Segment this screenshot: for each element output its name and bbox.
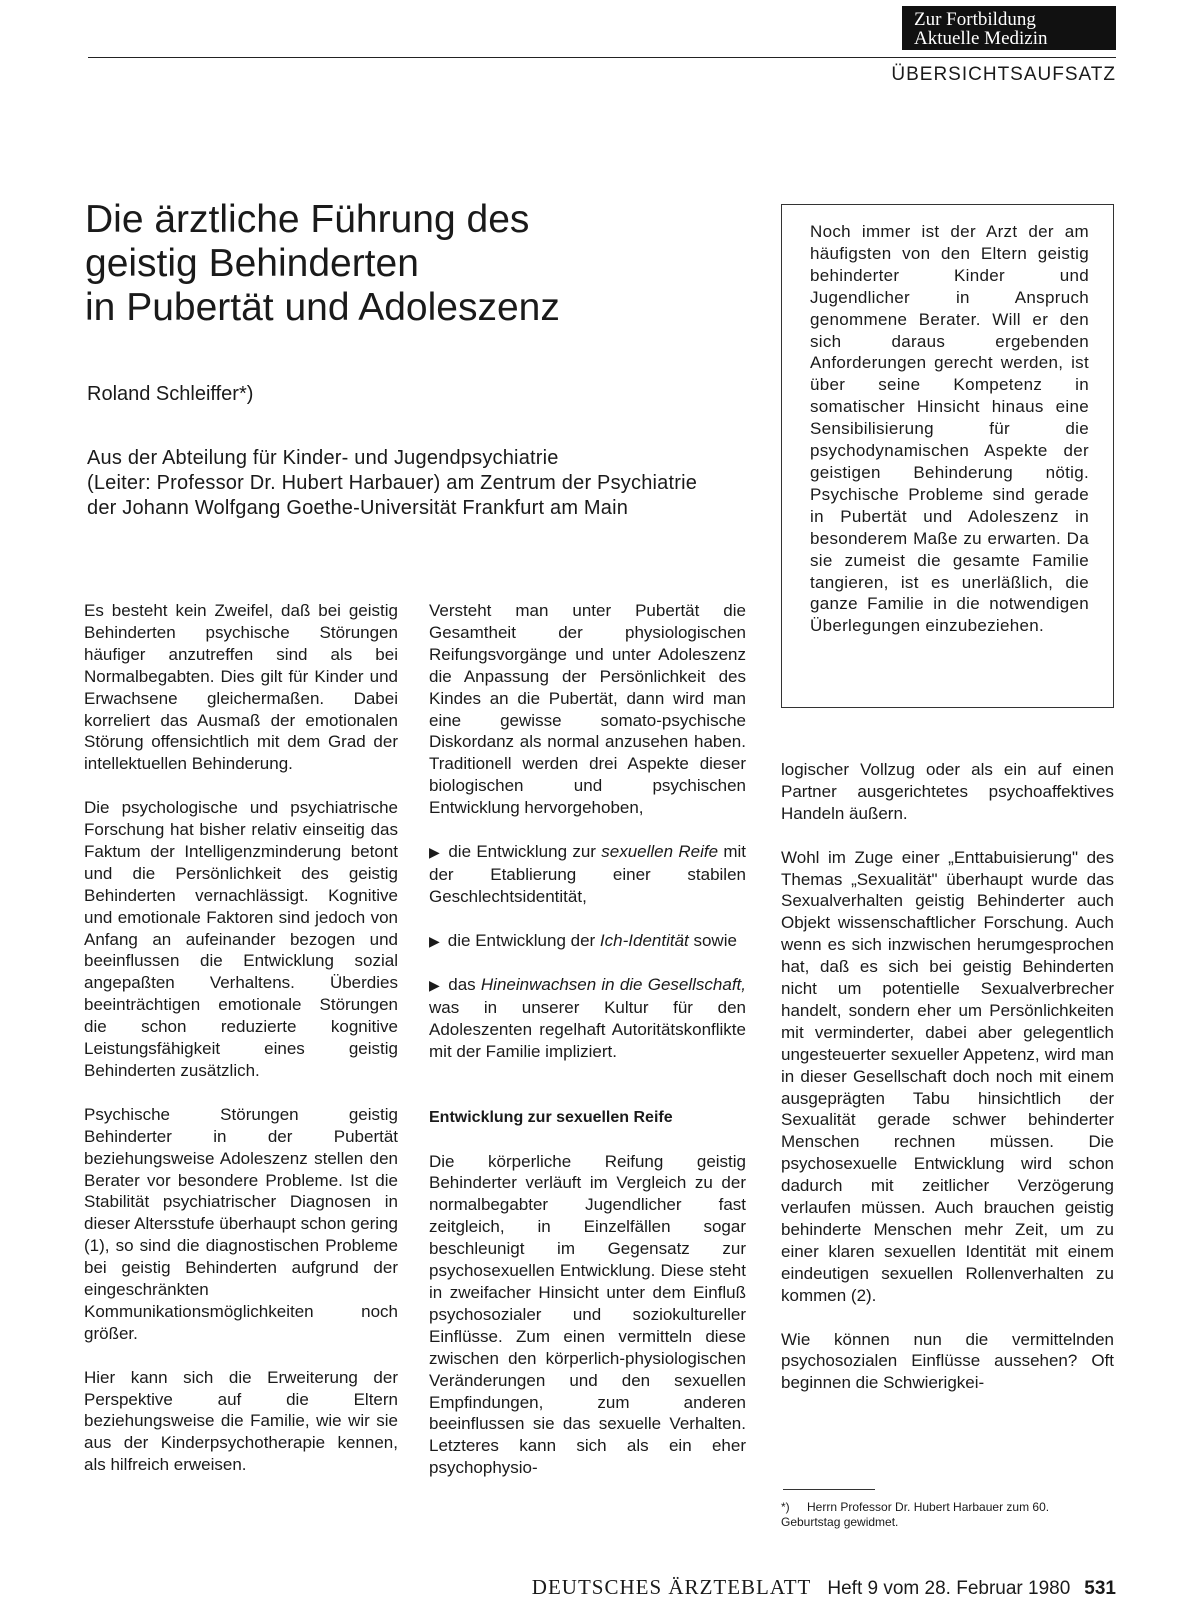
paragraph: logischer Vollzug oder als ein auf einen Partner ausgerichtetes psychoaffektives Handeln äußern. bbox=[781, 760, 1114, 823]
paragraph: Es besteht kein Zweifel, daß bei geistig Behinderten psychische Störungen häufiger anzutreffen sind als bei Normalbegabten. Dies gilt für Kinder und Erwachsene gleichermaßen. Dabei korreliert das Ausmaß der emotionalen Störung offensichtlich mit dem Grad der intellektuellen Behinderung. bbox=[84, 601, 398, 774]
paragraph: Hier kann sich die Erweiterung der Perspektive auf die Eltern beziehungsweise die Familie, wie wir sie aus der Kinderpsychotherapie kennen, als hilfreich erweisen. bbox=[84, 1367, 398, 1475]
column-3 bbox=[781, 759, 1114, 1394]
category-badge bbox=[902, 6, 1116, 50]
bullet-text: das bbox=[448, 975, 481, 995]
bullet-text: was in unserer Kultur für den Adoleszenten regelhaft Autoritätskonflikte mit der Familie impliziert. bbox=[429, 998, 746, 1062]
bullet-item bbox=[429, 930, 746, 953]
bullet-triangle-icon: ▶ bbox=[429, 977, 441, 994]
paragraph: Psychische Störungen geistig Behinderter in der Pubertät beziehungsweise Adoleszenz stellen den Berater vor besondere Probleme. Ist die Stabilität psychiatrischer Diagnosen in dieser Altersstufe überhaupt schon gering (1), so sind die diagnostischen Probleme bei geistig Behinderten aufgrund der eingeschränkten Kommunikationsmöglichkeiten noch größer. bbox=[84, 1104, 398, 1343]
title-line-3: in Pubertät und Adoleszenz bbox=[85, 286, 560, 329]
author-name: Roland Schleiffer*) bbox=[87, 383, 254, 405]
issue-info: Heft 9 vom 28. Februar 1980 bbox=[827, 1578, 1071, 1599]
affiliation-line-2: (Leiter: Professor Dr. Hubert Harbauer) am Zentrum der Psychiatrie bbox=[87, 472, 698, 494]
affiliation-line-1: Aus der Abteilung für Kinder- und Jugendpsychiatrie bbox=[87, 447, 559, 469]
bullet-triangle-icon: ▶ bbox=[429, 932, 440, 949]
article-title bbox=[85, 198, 560, 330]
section-label: ÜBERSICHTSAUFSATZ bbox=[891, 64, 1116, 85]
column-2 bbox=[429, 600, 746, 1479]
bullet-item bbox=[429, 841, 746, 908]
paragraph: Versteht man unter Pubertät die Gesamtheit der physiologischen Reifungsvorgänge und unter Adoleszenz die Anpassung der Persönlichkeit des Kindes an die Pubertät, dann wird man eine gewisse somato-psychische Diskordanz als normal anzusehen haben. Traditionell werden drei Aspekte dieser biologischen und psychischen Entwicklung hervorgehoben, bbox=[429, 601, 746, 818]
bullet-emphasis: Ich-Identität bbox=[599, 930, 689, 950]
page-footer bbox=[532, 1575, 1116, 1600]
paragraph: Die körperliche Reifung geistig Behinderter verläuft im Vergleich zu der normalbegabter Jugendlicher fast zeitgleich, in Einzelfällen sogar beschleunigt im Gegensatz zur psychosexuellen Entwicklung. Diese steht in zweifacher Hinsicht unter dem Einfluß psychosozialer und soziokultureller Einflüsse. Zum einen vermitteln diese zwischen den körperlich-physiologischen Veränderungen und den sexuellen Empfindungen, zum anderen beeinflussen sie das sexuelle Verhalten. Letzteres kann sich als ein eher psychophysio- bbox=[429, 1151, 746, 1478]
bullet-triangle-icon: ▶ bbox=[429, 843, 441, 860]
bullet-item bbox=[429, 974, 746, 1063]
journal-name: DEUTSCHES ÄRZTEBLATT bbox=[531, 1575, 812, 1599]
title-line-1: Die ärztliche Führung des bbox=[85, 198, 530, 241]
affiliation-line-3: der Johann Wolfgang Goethe-Universität Frankfurt am Main bbox=[87, 497, 629, 519]
footnote-text: Herrn Professor Dr. Hubert Harbauer zum 60. Geburtstag gewidmet. bbox=[781, 1500, 1050, 1529]
bullet-text: sowie bbox=[688, 930, 737, 950]
badge-line-1: Zur Fortbildung bbox=[914, 9, 1036, 30]
bullet-emphasis: Hineinwachsen in die Gesellschaft, bbox=[480, 975, 746, 995]
footnote bbox=[781, 1500, 1111, 1530]
bullet-text: die Entwicklung zur bbox=[448, 841, 602, 861]
affiliation bbox=[87, 446, 697, 521]
title-line-2: geistig Behinderten bbox=[85, 242, 419, 285]
spacer bbox=[429, 1085, 746, 1107]
abstract-text: Noch immer ist der Arzt der am häufigsten von den Eltern geistig behinderter Kinder und Jugendlicher in Anspruch genommene Berater. Will er den sich daraus ergebenden Anforderungen gerecht werden, ist über seine Kompetenz in somatischer Hinsicht hinaus eine Sensibilisierung für die psychodynamischen Aspekte der geistigen Behinderung nötig. Psychische Probleme sind gerade in Pubertät und Adoleszenz in besonderem Maße zu erwarten. Da sie zumeist die gesamte Familie tangieren, ist es unerläßlich, die ganze Familie in die notwendigen Überlegungen einzubeziehen. bbox=[810, 222, 1089, 636]
footnote-separator bbox=[783, 1489, 875, 1490]
page-number: 531 bbox=[1084, 1578, 1116, 1599]
abstract-box bbox=[781, 204, 1114, 708]
badge-line-2: Aktuelle Medizin bbox=[914, 28, 1048, 49]
bullet-emphasis: sexuellen Reife bbox=[601, 841, 719, 861]
header-rule bbox=[88, 57, 1116, 58]
paragraph: Wohl im Zuge einer „Enttabuisierung" des Themas „Sexualität" überhaupt wurde das Sexualverhalten geistig Behinderter auch Objekt wissenschaftlicher Forschung. Auch wenn es sich inzwischen herumgesprochen hat, daß es sich bei geistig Behinderten nicht um potentielle Sexualverbrecher handelt, sondern eher um Persönlichkeiten mit verminderter, dabei aber gelegentlich ungesteuerter sexueller Appetenz, wird man in dieser Gesellschaft doch noch mit einem ausgeprägten Tabu hinsichtlich der Sexualität gerade schwer behinderter Menschen rechnen müssen. Die psychosexuelle Entwicklung wird schon dadurch mit zeitlicher Verzögerung verlaufen müssen. Auch brauchen geistig behinderte Menschen mehr Zeit, um zu einer klaren sexuellen Identität mit einem eindeutigen sexuellen Rollenverhalten zu kommen (2). bbox=[781, 847, 1114, 1305]
bullet-text: mit der Etablierung einer stabilen Geschlechtsidentität, bbox=[429, 841, 746, 906]
paragraph: Die psychologische und psychiatrische Forschung hat bisher relativ einseitig das Faktum der Intelligenzminderung betont und die Persönlichkeit des geistig Behinderten vernachlässigt. Kognitive und emotionale Faktoren sind jedoch von Anfang an aufeinander bezogen und beeinflussen die Entwicklung sozial angepaßten Verhaltens. Überdies beeinträchtigen emotionale Störungen die schon reduzierte kognitive Leistungsfähigkeit eines geistig Behinderten zusätzlich. bbox=[84, 798, 398, 1081]
section-heading: Entwicklung zur sexuellen Reife bbox=[429, 1108, 673, 1126]
column-1 bbox=[84, 600, 398, 1476]
footnote-mark: *) bbox=[781, 1500, 790, 1514]
bullet-text: die Entwicklung der bbox=[447, 930, 600, 950]
paragraph: Wie können nun die vermittelnden psychosozialen Einflüsse aussehen? Oft beginnen die Schwierigkei- bbox=[781, 1329, 1114, 1393]
